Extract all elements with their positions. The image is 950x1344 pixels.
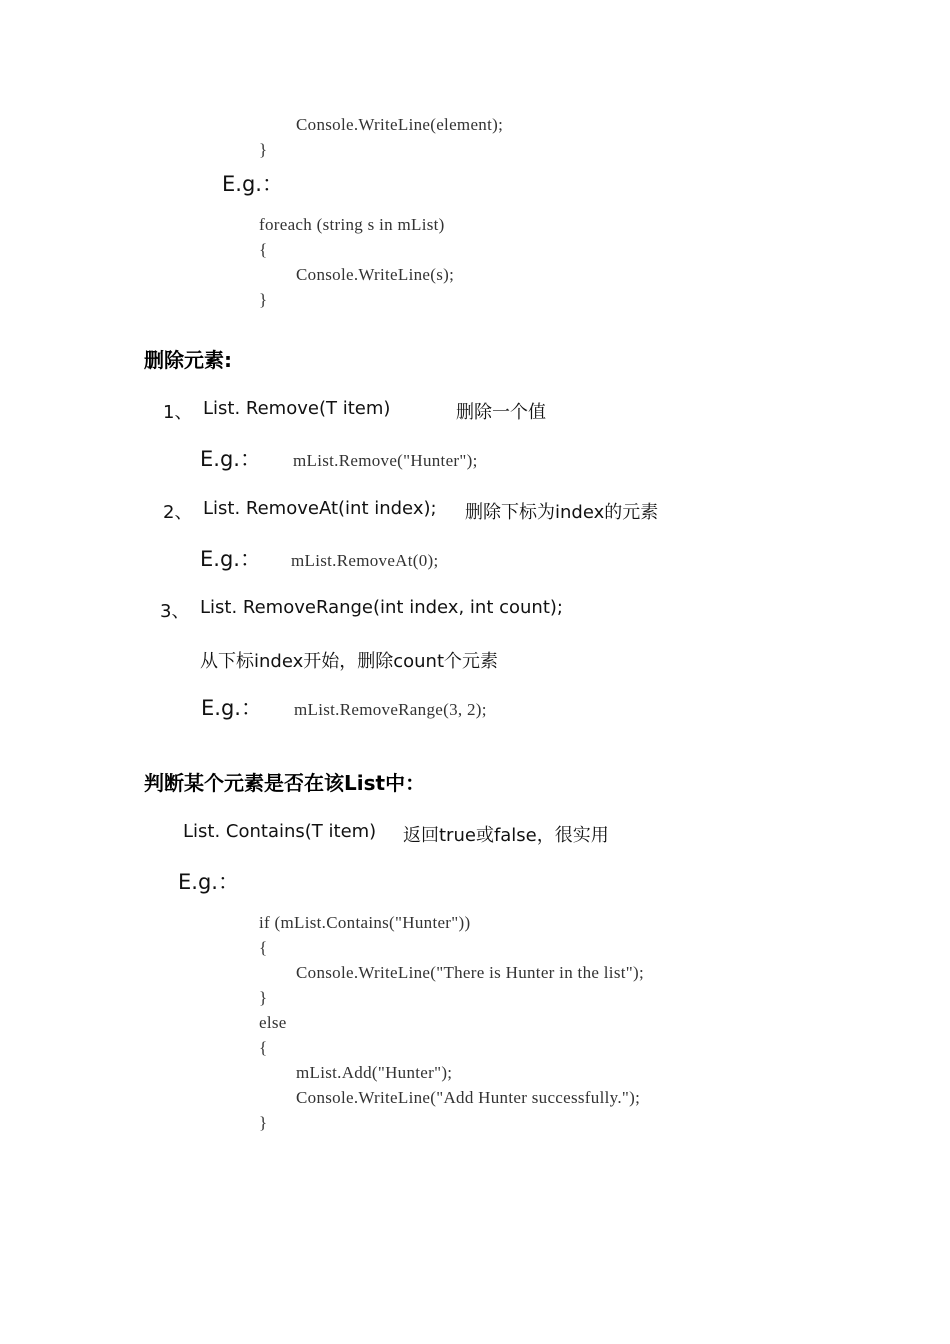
code-line: } [259, 140, 268, 159]
code-line: Console.WriteLine("Add Hunter successfully."); [296, 1088, 641, 1107]
code-line: mList.Add("Hunter"); [296, 1063, 453, 1082]
code-example: mList.Remove("Hunter"); [293, 451, 478, 470]
section-heading-remove: 删除元素: [144, 348, 232, 372]
list-number: 1、 [163, 402, 193, 423]
section-heading-contains: 判断某个元素是否在该List中： [144, 771, 426, 795]
method-description: 从下标index开始，删除count个元素 [200, 651, 499, 672]
code-line: Console.WriteLine(element); [296, 115, 504, 134]
eg-label: E.g.： [200, 547, 261, 571]
code-line: { [259, 240, 268, 259]
code-line: } [259, 290, 268, 309]
method-signature: List. Remove(T item) [203, 398, 391, 419]
code-line: { [259, 938, 268, 957]
method-description: 删除下标为index的元素 [465, 502, 659, 523]
code-line: Console.WriteLine("There is Hunter in the list"); [296, 963, 644, 982]
method-signature: List. RemoveRange(int index, int count); [200, 597, 563, 618]
eg-label: E.g.： [201, 696, 262, 720]
code-line: { [259, 1038, 268, 1057]
code-example: mList.RemoveRange(3, 2); [294, 700, 487, 719]
code-line: else [259, 1013, 287, 1032]
list-number: 3、 [160, 601, 190, 622]
code-line: if (mList.Contains("Hunter")) [259, 913, 471, 932]
code-line: } [259, 988, 268, 1007]
eg-label: E.g.： [178, 870, 239, 894]
code-line: foreach (string s in mList) [259, 215, 445, 234]
eg-label: E.g.： [222, 172, 283, 196]
code-line: Console.WriteLine(s); [296, 265, 455, 284]
code-line: } [259, 1113, 268, 1132]
eg-label: E.g.： [200, 447, 261, 471]
method-signature: List. Contains(T item) [183, 821, 377, 842]
list-number: 2、 [163, 502, 193, 523]
code-example: mList.RemoveAt(0); [291, 551, 439, 570]
method-description: 返回true或false，很实用 [403, 825, 609, 846]
method-signature: List. RemoveAt(int index); [203, 498, 437, 519]
method-description: 删除一个值 [456, 402, 546, 423]
